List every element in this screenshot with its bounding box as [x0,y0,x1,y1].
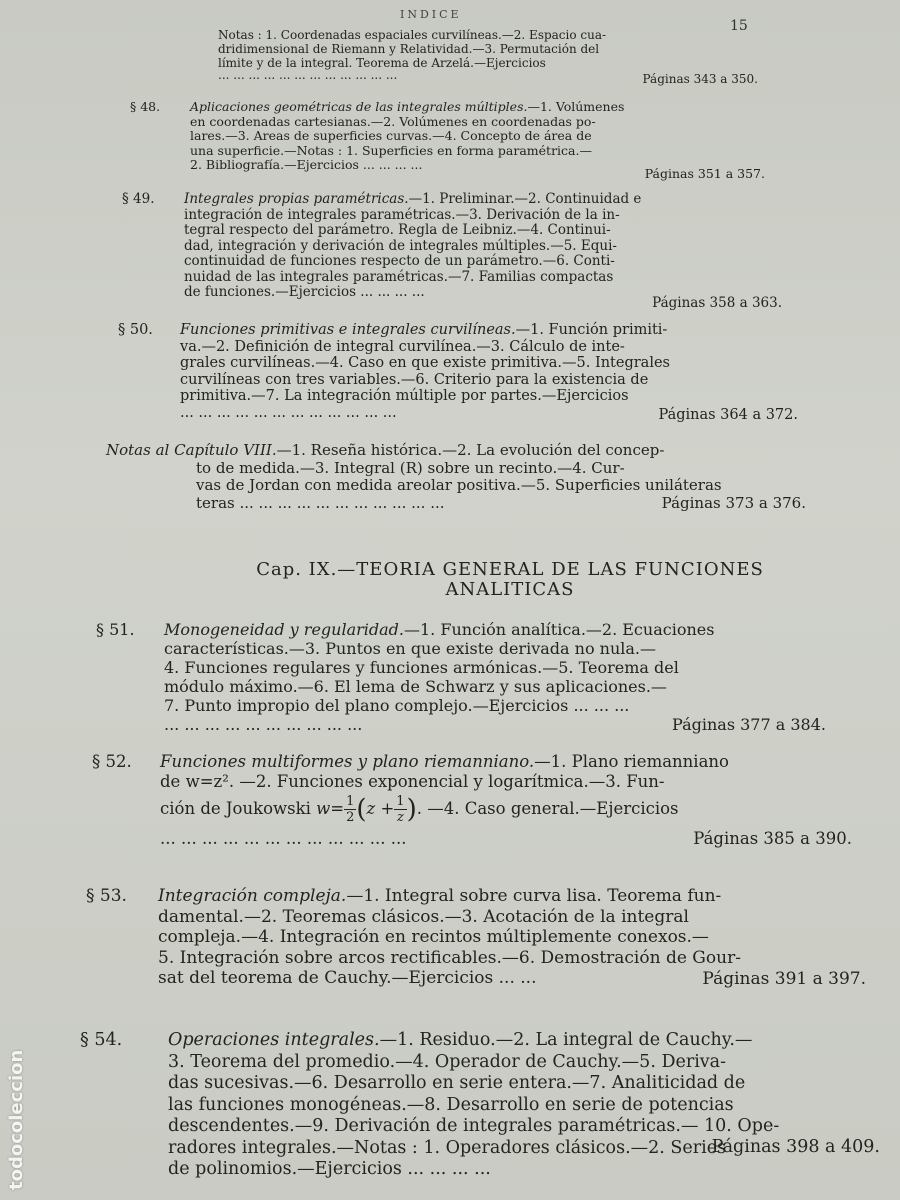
entry-line: grales curvilíneas.—4. Caso en que existe primitiva.—5. Integrales [180,355,670,371]
section-number: § 50. [118,322,153,338]
entry-line: ... ... ... ... ... ... ... ... ... ... ... ... [180,404,397,421]
entry-line: Notas : 1. Coordenadas espaciales curvilíneas.—2. Espacio cua- [218,28,607,42]
entry-line: las funciones monogéneas.—8. Desarrollo en serie de potencias [168,1094,734,1115]
entry-line: —1. Función primiti- [515,322,668,338]
fraction-denominator: z [396,810,404,825]
section-title: Operaciones integrales. [168,1030,380,1050]
section-title: Integración compleja. [158,886,347,906]
entry-line: de funciones.—Ejercicios ... ... ... ... [184,284,425,300]
entry-line: ... ... ... ... ... ... ... ... ... ... [164,715,363,734]
entry-line: 2. Bibliografía.—Ejercicios ... ... ... ... [190,157,423,172]
chapter-heading-line: Cap. IX.—TEORIA GENERAL DE LAS FUNCIONES [256,559,764,580]
entry-pages: Páginas 343 a 350. [642,72,758,86]
entry-line: 5. Integración sobre arcos rectificables.—6. Demostración de Gour- [158,947,741,968]
entry-line: 3. Teorema del promedio.—4. Operador de Cauchy.—5. Deriva- [168,1051,727,1072]
section-number: § 54. [80,1030,123,1050]
entry-line: 7. Punto impropio del plano complejo.—Ejercicios ... ... ... [164,696,630,715]
section-number: § 51. [96,620,135,639]
entry-pages: Páginas 358 a 363. [652,294,782,311]
fraction-denominator: 2 [346,810,355,825]
fraction [344,794,356,825]
chapter-heading-line: ANALITICAS [445,579,575,600]
section-title: Integrales propias paramétricas. [184,191,409,207]
section-number: § 53. [86,886,127,906]
section-title: Funciones multiformes y plano riemanniano. [160,752,535,771]
entry-line: de polinomios.—Ejercicios ... ... ... ... [168,1159,491,1179]
entry-line: das sucesivas.—6. Desarrollo en serie entera.—7. Analiticidad de [168,1073,746,1093]
entry-line: límite y de la integral. Teorema de Arzelá.—Ejercicios [218,56,546,70]
entry-line: va.—2. Definición de integral curvilínea.—3. Cálculo de inte- [180,338,625,355]
entry-line: —1. Plano riemanniano [534,752,729,771]
entry-line: descendentes.—9. Derivación de integrales paramétricas.— 10. Ope- [168,1116,780,1136]
entry-line: to de medida.—3. Integral (R) sobre un recinto.—4. Cur- [196,458,625,477]
entry-line: lares.—3. Areas de superficies curvas.—4. Concepto de área de [190,128,592,143]
formula-term: z + [366,799,395,818]
entry-line: integración de integrales paramétricas.—3. Derivación de la in- [184,206,620,223]
open-paren: ( [356,794,367,825]
running-title: INDICE [400,8,462,21]
entry-pages: Páginas 364 a 372. [658,407,798,423]
entry-line: características.—3. Puntos en que existe derivada no nula.— [164,639,657,658]
section-title: Aplicaciones geométricas de las integrales múltiples. [190,99,528,114]
section-title: Funciones primitivas e integrales curvilíneas. [180,322,516,338]
entry-line: una superficie.—Notas : 1. Superficies en forma paramétrica.— [190,142,592,158]
entry-pages: Páginas 391 a 397. [702,968,866,989]
entry-line: módulo máximo.—6. El lema de Schwarz y sus aplicaciones.— [164,677,667,696]
entry-line: primitiva.—7. La integración múltiple por partes.—Ejercicios [180,388,629,404]
section-title: Monogeneidad y regularidad. [164,620,404,639]
formula-lhs: w= [316,799,345,818]
section-number: § 52. [92,752,132,771]
entry-line: —4. Caso general.—Ejercicios [427,799,679,818]
chapter-heading [230,560,790,600]
entry-line: de w=z². —2. Funciones exponencial y logarítmica.—3. Fun- [160,772,665,791]
entry-line: —1. Residuo.—2. La integral de Cauchy.— [379,1030,753,1050]
fraction-numerator: 1 [346,794,355,809]
entry-line: sat del teorema de Cauchy.—Ejercicios ... ... [158,968,537,988]
entry-pages: Páginas 398 a 409. [711,1136,880,1157]
entry-line: —1. Función analítica.—2. Ecuaciones [403,620,715,639]
page-number: 15 [730,18,748,34]
entry-pages: Páginas 385 a 390. [693,829,852,848]
entry-line: —1. Reseña histórica.—2. La evolución del concep- [276,441,665,459]
section-number: § 49. [122,191,155,207]
entry-line: ... ... ... ... ... ... ... ... ... ... ... ... [218,68,398,82]
section-number: § 48. [130,99,161,114]
watermark-text: todocoleccion [6,1049,27,1190]
entry-pages: Páginas 351 a 357. [644,165,765,181]
fraction-numerator: 1 [396,794,405,809]
watermark [6,1000,32,1200]
entry-line: dad, integración y derivación de integrales múltiples.—5. Equi- [184,237,617,254]
entry-line: ... ... ... ... ... ... ... ... ... ... ... ... [160,829,407,848]
entry-line: damental.—2. Teoremas clásicos.—3. Acotación de la integral [158,906,689,927]
joukowski-formula: w= $\frac{1}{2}$ (z + $\frac{1}{z}$ ). [316,794,428,825]
entry-pages: Páginas 373 a 376. [661,494,806,512]
entry-line: dridimensional de Riemann y Relatividad.—3. Permutación del [218,42,600,56]
close-paren: ) [406,794,417,825]
entry-line: curvilíneas con tres variables.—6. Criterio para la existencia de [180,371,649,388]
entry-line: en coordenadas cartesianas.—2. Volúmenes en coordenadas po- [190,113,596,129]
entry-line: —1. Integral sobre curva lisa. Teorema fun- [346,886,722,906]
entry-line: compleja.—4. Integración en recintos múltiplemente conexos.— [158,927,709,947]
entry-line: vas de Jordan con medida areolar positiva.—5. Superficies uniláteras [196,476,722,494]
entry-line: continuidad de funciones respecto de un parámetro.—6. Conti- [184,253,615,269]
entry-line: ción de Joukowski [160,799,311,818]
entry-pages: Páginas 377 a 384. [672,715,826,734]
entry-line: —1. Volúmenes [527,99,625,114]
notes-title: Notas al Capítulo VIII. [106,441,277,459]
entry-line: tegral respecto del parámetro. Regla de Leibniz.—4. Continui- [184,222,611,238]
entry-line: radores integrales.—Notas : 1. Operadores clásicos.—2. Series [168,1137,727,1158]
entry-line: nuidad de las integrales paramétricas.—7. Familias compactas [184,268,614,285]
entry-line: teras ... ... ... ... ... ... ... ... ... ... ... [196,493,445,512]
fraction [394,794,406,825]
entry-line: 4. Funciones regulares y funciones armónicas.—5. Teorema del [164,658,679,677]
entry-line: —1. Preliminar.—2. Continuidad e [408,191,642,207]
